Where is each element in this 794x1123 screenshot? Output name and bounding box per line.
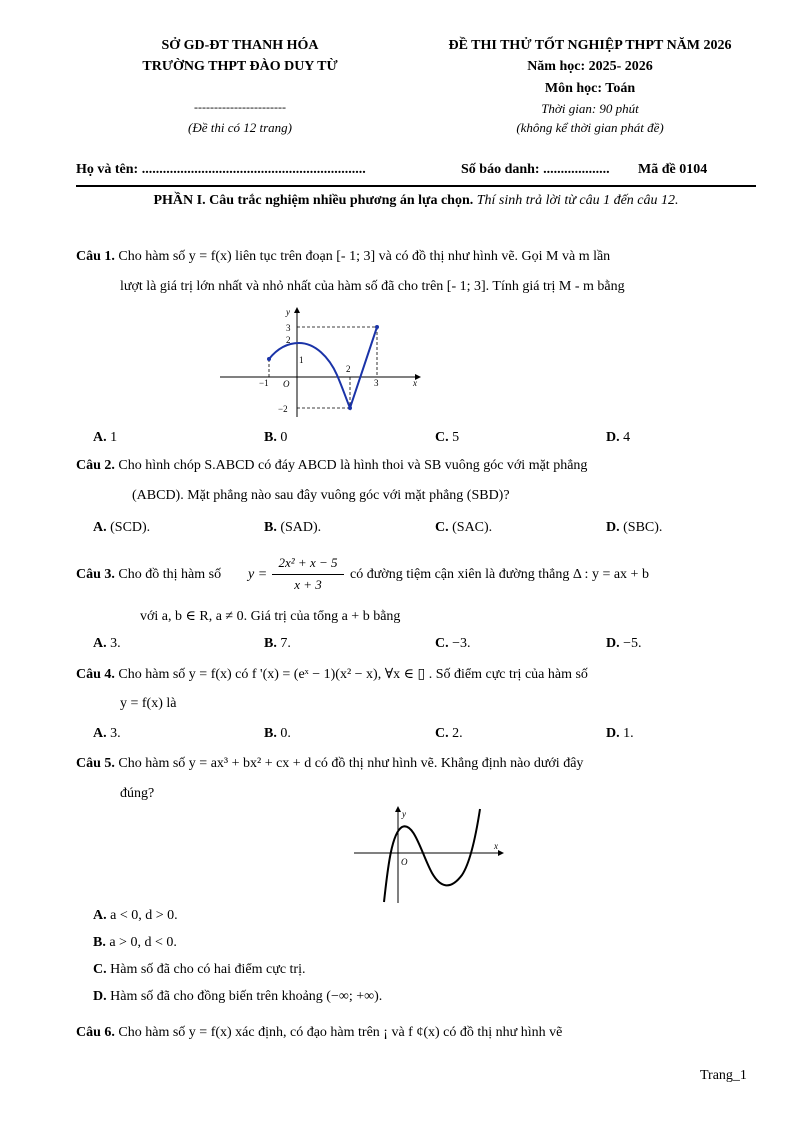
option-text: 5 xyxy=(448,430,460,445)
q3-fraction-bar xyxy=(272,574,344,575)
q4-line2: y = f(x) là xyxy=(120,696,177,711)
option-text: 1. xyxy=(619,726,634,741)
q3-numerator: 2x² + x − 5 xyxy=(278,555,338,570)
page-count-note: (Đề thi có 12 trang) xyxy=(188,120,292,135)
header-dashes: ----------------------- xyxy=(194,100,286,114)
q5-text-line1: Cho hàm số y = ax³ + bx² + cx + d có đồ thị như hình vẽ. Khẳng định nào dưới đây xyxy=(118,756,584,771)
option-letter: D. xyxy=(606,726,620,741)
option-text: (SAD). xyxy=(276,520,322,535)
option-text: a < 0, d > 0. xyxy=(106,908,178,923)
q4-label: Câu 4. xyxy=(76,667,115,682)
part1-instruction: Thí sinh trả lời từ câu 1 đến câu 12. xyxy=(476,193,679,208)
option-text: 0 xyxy=(276,430,288,445)
time-note: (không kể thời gian phát đề) xyxy=(516,120,664,135)
option-text: 0. xyxy=(276,726,291,741)
q3-y-eq: y = xyxy=(248,567,268,582)
q5-option-a[interactable] xyxy=(93,908,178,924)
school-year: Năm học: 2025- 2026 xyxy=(527,59,653,74)
option-letter: D. xyxy=(606,520,620,535)
q1-option-d[interactable] xyxy=(606,430,630,446)
option-text: 1 xyxy=(106,430,118,445)
q5-option-d[interactable] xyxy=(93,989,382,1005)
option-letter: A. xyxy=(93,636,107,651)
option-letter: C. xyxy=(435,520,449,535)
q6-label: Câu 6. xyxy=(76,1025,115,1040)
option-text: Hàm số đã cho đồng biến trên khoảng (−∞; +∞). xyxy=(106,989,383,1004)
q2-option-b[interactable] xyxy=(264,520,321,536)
q3-option-d[interactable] xyxy=(606,636,642,652)
q4-option-c[interactable] xyxy=(435,726,463,742)
q1-graph-x-label: x xyxy=(413,378,417,388)
q5-graph-y-label: y xyxy=(402,809,406,819)
option-text: 4 xyxy=(619,430,631,445)
option-letter: A. xyxy=(93,908,107,923)
option-letter: D. xyxy=(93,989,107,1004)
option-letter: D. xyxy=(606,430,620,445)
option-letter: A. xyxy=(93,430,107,445)
option-text: 3. xyxy=(106,726,121,741)
part1-heading xyxy=(76,193,756,209)
q3-pre: Cho đồ thị hàm số xyxy=(118,567,222,582)
q3-post: có đường tiệm cận xiên là đường thẳng Δ : y = ax + b xyxy=(350,567,649,582)
q1-line1 xyxy=(76,249,610,265)
option-text: 3. xyxy=(106,636,121,651)
q4-line1 xyxy=(76,666,588,683)
option-text: (SBC). xyxy=(619,520,663,535)
page-number: Trang_1 xyxy=(700,1068,747,1083)
q1-graph-x3: 3 xyxy=(374,378,379,388)
option-text: a > 0, d < 0. xyxy=(105,935,177,950)
q2-option-a[interactable] xyxy=(93,520,150,536)
q1-text-line1: Cho hàm số y = f(x) liên tục trên đoạn [- 1; 3] và có đồ thị như hình vẽ. Gọi M và m lần xyxy=(118,249,611,264)
q3-label: Câu 3. xyxy=(76,567,115,582)
option-text: Hàm số đã cho có hai điểm cực trị. xyxy=(106,962,306,977)
option-letter: D. xyxy=(606,636,620,651)
exam-time: Thời gian: 90 phút xyxy=(541,101,639,116)
q6-text-line1: Cho hàm số y = f(x) xác định, có đạo hàm trên ¡ và f ¢(x) có đồ thị như hình vẽ xyxy=(118,1025,563,1040)
subject: Môn học: Toán xyxy=(544,81,636,96)
q2-option-c[interactable] xyxy=(435,520,492,536)
school-dept: SỞ GD-ĐT THANH HÓA xyxy=(161,38,319,53)
student-number-field: Số báo danh: ................... xyxy=(461,162,610,177)
option-letter: C. xyxy=(435,636,449,651)
q1-line2: lượt là giá trị lớn nhất và nhỏ nhất của hàm số đã cho trên [- 1; 3]. Tính giá trị M - m bằng xyxy=(120,279,625,294)
option-letter: A. xyxy=(93,520,107,535)
q2-label: Câu 2. xyxy=(76,458,115,473)
q3-denominator: x + 3 xyxy=(294,577,322,592)
q5-graph xyxy=(352,805,507,905)
q2-text-line1: Cho hình chóp S.ABCD có đáy ABCD là hình thoi và SB vuông góc với mặt phẳng xyxy=(118,458,588,473)
q3-line1 xyxy=(76,567,221,583)
exam-title: ĐỀ THI THỬ TỐT NGHIỆP THPT NĂM 2026 xyxy=(448,38,732,53)
q3-line2: với a, b ∈ R, a ≠ 0. Giá trị của tổng a + b bằng xyxy=(140,609,401,624)
option-letter: B. xyxy=(264,636,277,651)
option-text: −5. xyxy=(619,636,642,651)
option-text: 7. xyxy=(276,636,291,651)
q1-option-c[interactable] xyxy=(435,430,459,446)
school-name: TRƯỜNG THPT ĐÀO DUY TỪ xyxy=(142,59,338,74)
q5-label: Câu 5. xyxy=(76,756,115,771)
option-letter: C. xyxy=(93,962,107,977)
q5-option-b[interactable] xyxy=(93,935,177,951)
option-letter: B. xyxy=(93,935,106,950)
q1-graph-y3: 3 xyxy=(286,323,291,333)
q1-graph-ym2: −2 xyxy=(278,404,288,414)
student-name-field: Họ và tên: ................................................................ xyxy=(76,162,366,177)
option-text: (SAC). xyxy=(448,520,493,535)
q1-label: Câu 1. xyxy=(76,249,115,264)
header-rule xyxy=(76,185,756,187)
q2-line1 xyxy=(76,458,587,474)
q1-graph xyxy=(215,305,425,420)
option-letter: C. xyxy=(435,430,449,445)
q3-option-c[interactable] xyxy=(435,636,471,652)
q5-line1 xyxy=(76,756,583,772)
q5-option-c[interactable] xyxy=(93,962,305,978)
q4-option-a[interactable] xyxy=(93,726,121,742)
q1-graph-y1: 1 xyxy=(299,355,304,365)
q1-graph-y2: 2 xyxy=(286,335,291,345)
q3-option-a[interactable] xyxy=(93,636,121,652)
option-letter: B. xyxy=(264,430,277,445)
option-letter: B. xyxy=(264,726,277,741)
q4-text-line1: Cho hàm số y = f(x) có f '(x) = (eˣ − 1)(x² − x), ∀x ∈ ▯ . Số điểm cực trị của hàm số xyxy=(118,667,588,682)
q1-graph-y-label: y xyxy=(286,307,290,317)
q3-option-b[interactable] xyxy=(264,636,291,652)
q1-graph-xm1: −1 xyxy=(259,378,269,388)
option-text: 2. xyxy=(448,726,463,741)
exam-code: Mã đề 0104 xyxy=(638,162,708,177)
q6-line1 xyxy=(76,1025,562,1041)
q1-graph-x2: 2 xyxy=(346,364,351,374)
q1-option-a[interactable] xyxy=(93,430,117,446)
q2-option-d[interactable] xyxy=(606,520,662,536)
q4-option-b[interactable] xyxy=(264,726,291,742)
q1-graph-origin: O xyxy=(283,379,290,389)
option-letter: A. xyxy=(93,726,107,741)
option-text: (SCD). xyxy=(106,520,151,535)
q5-graph-origin: O xyxy=(401,857,408,867)
option-letter: C. xyxy=(435,726,449,741)
option-letter: B. xyxy=(264,520,277,535)
q5-graph-x-label: x xyxy=(494,841,498,851)
part1-title: PHẦN I. Câu trắc nghiệm nhiều phương án lựa chọn. xyxy=(153,193,474,208)
q2-line2: (ABCD). Mặt phẳng nào sau đây vuông góc với mặt phẳng (SBD)? xyxy=(132,488,510,503)
q5-line2: đúng? xyxy=(120,786,155,801)
option-text: −3. xyxy=(448,636,471,651)
q4-option-d[interactable] xyxy=(606,726,634,742)
q1-option-b[interactable] xyxy=(264,430,287,446)
